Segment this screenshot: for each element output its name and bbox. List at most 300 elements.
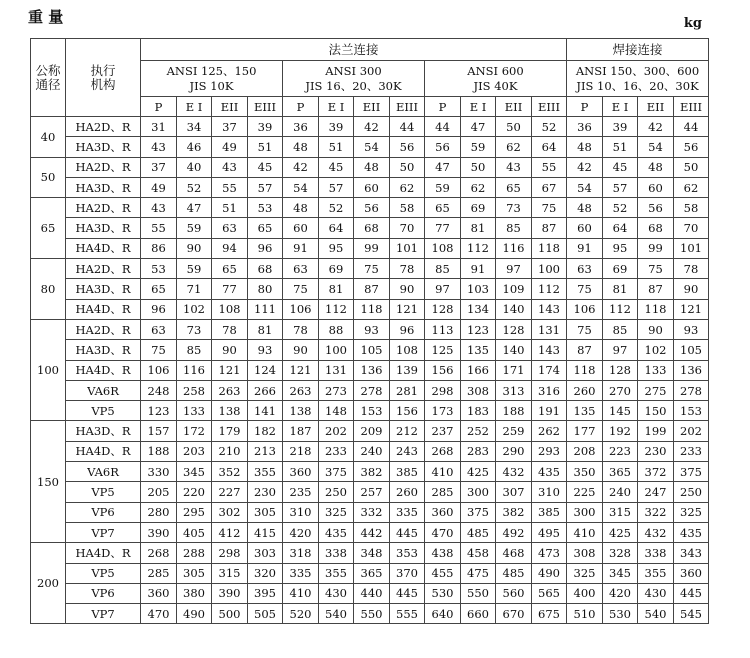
weight-cell: 259 <box>496 421 532 441</box>
weight-cell: 52 <box>177 177 212 197</box>
weight-cell: 57 <box>603 177 638 197</box>
weight-cell: 435 <box>674 522 709 542</box>
weight-cell: 343 <box>674 543 709 563</box>
weight-cell: 370 <box>390 563 425 583</box>
weight-cell: 140 <box>496 340 532 360</box>
weight-cell: 48 <box>283 198 319 218</box>
weight-cell: 81 <box>461 218 496 238</box>
weight-cell: 179 <box>212 421 248 441</box>
weight-cell: 52 <box>603 198 638 218</box>
weight-cell: 80 <box>248 279 283 299</box>
table-row <box>31 177 709 197</box>
weight-cell: 243 <box>390 441 425 461</box>
weight-cell: 51 <box>248 137 283 157</box>
subcol-header: E I <box>319 97 354 117</box>
weight-cell: 99 <box>354 238 390 258</box>
weight-cell: 157 <box>141 421 177 441</box>
weight-cell: 199 <box>638 421 674 441</box>
weight-cell: 131 <box>532 319 567 339</box>
weight-cell: 102 <box>177 299 212 319</box>
weight-cell: 56 <box>390 137 425 157</box>
weight-cell: 545 <box>674 604 709 624</box>
weight-cell: 53 <box>248 198 283 218</box>
table-row <box>31 218 709 238</box>
table-row <box>31 117 709 137</box>
weight-cell: 298 <box>425 380 461 400</box>
weight-cell: 166 <box>461 360 496 380</box>
weight-cell: 270 <box>603 380 638 400</box>
weight-cell: 420 <box>603 583 638 603</box>
weight-cell: 44 <box>425 117 461 137</box>
weight-cell: 124 <box>248 360 283 380</box>
weight-cell: 53 <box>141 259 177 279</box>
weight-cell: 430 <box>319 583 354 603</box>
weight-cell: 385 <box>532 502 567 522</box>
subcol-header: P <box>283 97 319 117</box>
subcol-header: EII <box>354 97 390 117</box>
subcol-header: P <box>141 97 177 117</box>
weight-cell: 293 <box>532 441 567 461</box>
actuator-model-cell: VA6R <box>66 462 141 482</box>
weight-cell: 42 <box>283 157 319 177</box>
weight-cell: 315 <box>212 563 248 583</box>
weight-cell: 235 <box>283 482 319 502</box>
actuator-model-cell: HA3D、R <box>66 177 141 197</box>
weight-cell: 96 <box>141 299 177 319</box>
weight-cell: 97 <box>496 259 532 279</box>
weight-cell: 505 <box>248 604 283 624</box>
weight-cell: 475 <box>461 563 496 583</box>
table-row <box>31 137 709 157</box>
weight-cell: 59 <box>461 137 496 157</box>
weight-cell: 348 <box>354 543 390 563</box>
weight-cell: 136 <box>674 360 709 380</box>
weight-cell: 172 <box>177 421 212 441</box>
weight-cell: 205 <box>141 482 177 502</box>
weight-cell: 64 <box>319 218 354 238</box>
weight-cell: 44 <box>390 117 425 137</box>
weight-cell: 75 <box>532 198 567 218</box>
flange-connection-header: 法兰连接 <box>141 39 567 61</box>
weight-cell: 550 <box>461 583 496 603</box>
nominal-size-cell: 50 <box>31 157 66 198</box>
weight-cell: 75 <box>354 259 390 279</box>
weight-cell: 48 <box>567 198 603 218</box>
weight-cell: 227 <box>212 482 248 502</box>
weight-cell: 355 <box>638 563 674 583</box>
weight-cell: 345 <box>603 563 638 583</box>
weight-cell: 670 <box>496 604 532 624</box>
weight-cell: 133 <box>177 401 212 421</box>
rating-group-1: ANSI 125、150 JIS 10K <box>141 61 283 97</box>
rating-group-3: ANSI 600 JIS 40K <box>425 61 567 97</box>
weight-cell: 156 <box>425 360 461 380</box>
table-row <box>31 441 709 461</box>
weight-cell: 283 <box>461 441 496 461</box>
actuator-model-cell: VP7 <box>66 522 141 542</box>
weight-cell: 81 <box>319 279 354 299</box>
weight-cell: 302 <box>212 502 248 522</box>
weight-cell: 54 <box>354 137 390 157</box>
actuator-model-cell: HA4D、R <box>66 441 141 461</box>
weight-cell: 345 <box>177 462 212 482</box>
weight-cell: 63 <box>283 259 319 279</box>
weight-cell: 64 <box>532 137 567 157</box>
weight-cell: 63 <box>567 259 603 279</box>
weight-cell: 31 <box>141 117 177 137</box>
weight-cell: 121 <box>212 360 248 380</box>
weight-cell: 47 <box>425 157 461 177</box>
weight-cell: 640 <box>425 604 461 624</box>
weight-cell: 43 <box>496 157 532 177</box>
weight-cell: 90 <box>638 319 674 339</box>
weight-cell: 112 <box>603 299 638 319</box>
weight-cell: 106 <box>283 299 319 319</box>
actuator-model-cell: VP6 <box>66 583 141 603</box>
weight-cell: 500 <box>212 604 248 624</box>
weight-cell: 85 <box>603 319 638 339</box>
weight-cell: 260 <box>567 380 603 400</box>
nominal-size-cell: 150 <box>31 421 66 543</box>
weight-cell: 145 <box>603 401 638 421</box>
weight-cell: 78 <box>390 259 425 279</box>
actuator-model-cell: VP6 <box>66 502 141 522</box>
subcol-header: P <box>567 97 603 117</box>
weight-cell: 382 <box>496 502 532 522</box>
weight-cell: 365 <box>354 563 390 583</box>
weight-cell: 101 <box>390 238 425 258</box>
weight-cell: 490 <box>177 604 212 624</box>
weight-cell: 116 <box>496 238 532 258</box>
weight-cell: 182 <box>248 421 283 441</box>
weight-cell: 335 <box>390 502 425 522</box>
weight-cell: 325 <box>319 502 354 522</box>
weight-cell: 325 <box>674 502 709 522</box>
weight-cell: 97 <box>603 340 638 360</box>
table-row <box>31 604 709 624</box>
weight-cell: 94 <box>212 238 248 258</box>
weight-cell: 75 <box>567 319 603 339</box>
weight-cell: 380 <box>177 583 212 603</box>
weight-cell: 128 <box>496 319 532 339</box>
weight-cell: 360 <box>425 502 461 522</box>
weight-cell: 55 <box>532 157 567 177</box>
weight-cell: 91 <box>283 238 319 258</box>
weight-cell: 412 <box>212 522 248 542</box>
nominal-size-cell: 100 <box>31 319 66 420</box>
weight-cell: 87 <box>638 279 674 299</box>
weight-cell: 62 <box>496 137 532 157</box>
weight-cell: 118 <box>354 299 390 319</box>
weight-cell: 87 <box>354 279 390 299</box>
table-row <box>31 421 709 441</box>
table-row <box>31 563 709 583</box>
weight-cell: 56 <box>425 137 461 157</box>
actuator-model-cell: HA2D、R <box>66 157 141 177</box>
weight-cell: 56 <box>638 198 674 218</box>
weight-cell: 45 <box>248 157 283 177</box>
weight-cell: 34 <box>177 117 212 137</box>
weight-cell: 300 <box>461 482 496 502</box>
weight-cell: 56 <box>674 137 709 157</box>
weight-cell: 490 <box>532 563 567 583</box>
weight-cell: 67 <box>532 177 567 197</box>
subcol-header: EIII <box>390 97 425 117</box>
weight-cell: 410 <box>567 522 603 542</box>
weight-cell: 316 <box>532 380 567 400</box>
weight-cell: 39 <box>603 117 638 137</box>
weight-cell: 52 <box>532 117 567 137</box>
weight-cell: 139 <box>390 360 425 380</box>
weight-cell: 112 <box>532 279 567 299</box>
weight-cell: 355 <box>319 563 354 583</box>
weight-cell: 530 <box>425 583 461 603</box>
weight-cell: 153 <box>354 401 390 421</box>
weight-cell: 51 <box>603 137 638 157</box>
weight-cell: 233 <box>674 441 709 461</box>
unit-label: kg <box>683 16 702 31</box>
weight-cell: 273 <box>319 380 354 400</box>
weight-cell: 77 <box>425 218 461 238</box>
weight-cell: 68 <box>354 218 390 238</box>
table-row <box>31 238 709 258</box>
weight-cell: 99 <box>638 238 674 258</box>
weight-cell: 63 <box>141 319 177 339</box>
weight-cell: 415 <box>248 522 283 542</box>
weight-cell: 188 <box>496 401 532 421</box>
weight-cell: 148 <box>319 401 354 421</box>
weight-cell: 360 <box>141 583 177 603</box>
weight-cell: 225 <box>567 482 603 502</box>
weight-cell: 90 <box>674 279 709 299</box>
weight-cell: 187 <box>283 421 319 441</box>
weight-cell: 52 <box>319 198 354 218</box>
weight-cell: 438 <box>425 543 461 563</box>
weight-cell: 140 <box>496 299 532 319</box>
weight-cell: 458 <box>461 543 496 563</box>
weight-cell: 353 <box>390 543 425 563</box>
weight-cell: 128 <box>425 299 461 319</box>
actuator-model-cell: HA2D、R <box>66 259 141 279</box>
weight-cell: 303 <box>248 543 283 563</box>
weight-cell: 202 <box>319 421 354 441</box>
weight-cell: 435 <box>532 462 567 482</box>
weight-cell: 410 <box>283 583 319 603</box>
weight-cell: 36 <box>567 117 603 137</box>
subcol-header: E I <box>603 97 638 117</box>
weight-cell: 266 <box>248 380 283 400</box>
weight-cell: 263 <box>212 380 248 400</box>
weight-cell: 192 <box>603 421 638 441</box>
weight-cell: 118 <box>532 238 567 258</box>
weight-cell: 48 <box>567 137 603 157</box>
weight-cell: 54 <box>283 177 319 197</box>
weight-cell: 87 <box>567 340 603 360</box>
weight-cell: 59 <box>425 177 461 197</box>
actuator-model-cell: HA2D、R <box>66 319 141 339</box>
weight-cell: 46 <box>177 137 212 157</box>
weight-cell: 63 <box>212 218 248 238</box>
weight-cell: 174 <box>532 360 567 380</box>
weight-cell: 118 <box>567 360 603 380</box>
weight-cell: 295 <box>177 502 212 522</box>
weight-cell: 410 <box>425 462 461 482</box>
weight-cell: 247 <box>638 482 674 502</box>
weight-cell: 105 <box>674 340 709 360</box>
weight-cell: 101 <box>674 238 709 258</box>
weight-cell: 218 <box>283 441 319 461</box>
weight-cell: 263 <box>283 380 319 400</box>
weight-cell: 60 <box>638 177 674 197</box>
weight-cell: 62 <box>461 177 496 197</box>
weight-cell: 445 <box>390 583 425 603</box>
weight-cell: 203 <box>177 441 212 461</box>
weight-cell: 96 <box>390 319 425 339</box>
weight-cell: 268 <box>141 543 177 563</box>
weight-cell: 332 <box>354 502 390 522</box>
weight-cell: 318 <box>283 543 319 563</box>
weight-cell: 59 <box>177 218 212 238</box>
weight-cell: 75 <box>283 279 319 299</box>
weight-cell: 60 <box>283 218 319 238</box>
weight-cell: 285 <box>425 482 461 502</box>
weight-cell: 108 <box>425 238 461 258</box>
table-row <box>31 340 709 360</box>
weight-cell: 116 <box>177 360 212 380</box>
table-row <box>31 543 709 563</box>
weight-cell: 430 <box>638 583 674 603</box>
weight-cell: 96 <box>248 238 283 258</box>
actuator-model-cell: HA4D、R <box>66 543 141 563</box>
weight-cell: 50 <box>674 157 709 177</box>
weight-cell: 103 <box>461 279 496 299</box>
weight-cell: 125 <box>425 340 461 360</box>
weight-cell: 210 <box>212 441 248 461</box>
weight-cell: 400 <box>567 583 603 603</box>
weight-cell: 59 <box>177 259 212 279</box>
weight-cell: 473 <box>532 543 567 563</box>
weld-connection-header: 焊接连接 <box>567 39 709 61</box>
weight-cell: 258 <box>177 380 212 400</box>
weight-cell: 37 <box>212 117 248 137</box>
subcol-header: EII <box>638 97 674 117</box>
weight-cell: 44 <box>674 117 709 137</box>
weight-cell: 75 <box>567 279 603 299</box>
weight-cell: 48 <box>283 137 319 157</box>
weight-cell: 360 <box>283 462 319 482</box>
rating-group-4: ANSI 150、300、600 JIS 10、16、20、30K <box>567 61 709 97</box>
weight-cell: 69 <box>603 259 638 279</box>
weight-cell: 540 <box>319 604 354 624</box>
weight-cell: 268 <box>425 441 461 461</box>
weight-cell: 93 <box>354 319 390 339</box>
weight-cell: 262 <box>532 421 567 441</box>
weight-cell: 81 <box>248 319 283 339</box>
weight-cell: 240 <box>603 482 638 502</box>
weight-cell: 252 <box>461 421 496 441</box>
weight-cell: 250 <box>674 482 709 502</box>
actuator-model-cell: VP5 <box>66 482 141 502</box>
table-row <box>31 279 709 299</box>
weight-cell: 102 <box>638 340 674 360</box>
nominal-size-cell: 40 <box>31 117 66 158</box>
weight-cell: 47 <box>461 117 496 137</box>
weight-cell: 372 <box>638 462 674 482</box>
weight-cell: 550 <box>354 604 390 624</box>
weight-cell: 108 <box>212 299 248 319</box>
weight-cell: 382 <box>354 462 390 482</box>
subcol-header: EII <box>496 97 532 117</box>
weight-cell: 153 <box>674 401 709 421</box>
weight-cell: 308 <box>567 543 603 563</box>
weight-cell: 42 <box>638 117 674 137</box>
table-row <box>31 583 709 603</box>
weight-cell: 58 <box>390 198 425 218</box>
weight-cell: 50 <box>496 117 532 137</box>
actuator-model-cell: HA3D、R <box>66 137 141 157</box>
table-row <box>31 462 709 482</box>
weight-cell: 109 <box>496 279 532 299</box>
weight-cell: 51 <box>212 198 248 218</box>
table-row <box>31 482 709 502</box>
weight-cell: 338 <box>638 543 674 563</box>
weight-cell: 60 <box>567 218 603 238</box>
weight-cell: 88 <box>319 319 354 339</box>
weight-cell: 191 <box>532 401 567 421</box>
actuator-header: 执行 机构 <box>66 39 141 117</box>
weight-cell: 188 <box>141 441 177 461</box>
weight-cell: 565 <box>532 583 567 603</box>
weight-cell: 108 <box>390 340 425 360</box>
weight-cell: 78 <box>283 319 319 339</box>
weight-cell: 91 <box>461 259 496 279</box>
weight-cell: 298 <box>212 543 248 563</box>
weight-cell: 135 <box>567 401 603 421</box>
weight-cell: 85 <box>177 340 212 360</box>
actuator-model-cell: HA4D、R <box>66 360 141 380</box>
weight-cell: 470 <box>425 522 461 542</box>
weight-cell: 288 <box>177 543 212 563</box>
weight-cell: 183 <box>461 401 496 421</box>
weight-cell: 90 <box>177 238 212 258</box>
weight-cell: 131 <box>319 360 354 380</box>
weight-cell: 310 <box>532 482 567 502</box>
table-row <box>31 401 709 421</box>
weight-cell: 68 <box>638 218 674 238</box>
weight-cell: 352 <box>212 462 248 482</box>
weight-cell: 233 <box>319 441 354 461</box>
weight-cell: 36 <box>283 117 319 137</box>
weight-cell: 156 <box>390 401 425 421</box>
weight-cell: 43 <box>141 198 177 218</box>
weight-cell: 240 <box>354 441 390 461</box>
actuator-model-cell: HA3D、R <box>66 218 141 238</box>
weight-cell: 212 <box>390 421 425 441</box>
weight-cell: 136 <box>354 360 390 380</box>
weight-cell: 432 <box>496 462 532 482</box>
weight-cell: 42 <box>354 117 390 137</box>
weight-cell: 230 <box>248 482 283 502</box>
weight-cell: 338 <box>319 543 354 563</box>
weight-cell: 77 <box>212 279 248 299</box>
weight-cell: 128 <box>603 360 638 380</box>
weight-cell: 150 <box>638 401 674 421</box>
weight-cell: 440 <box>354 583 390 603</box>
weight-cell: 118 <box>638 299 674 319</box>
weight-cell: 45 <box>319 157 354 177</box>
weight-cell: 62 <box>674 177 709 197</box>
table-row <box>31 522 709 542</box>
